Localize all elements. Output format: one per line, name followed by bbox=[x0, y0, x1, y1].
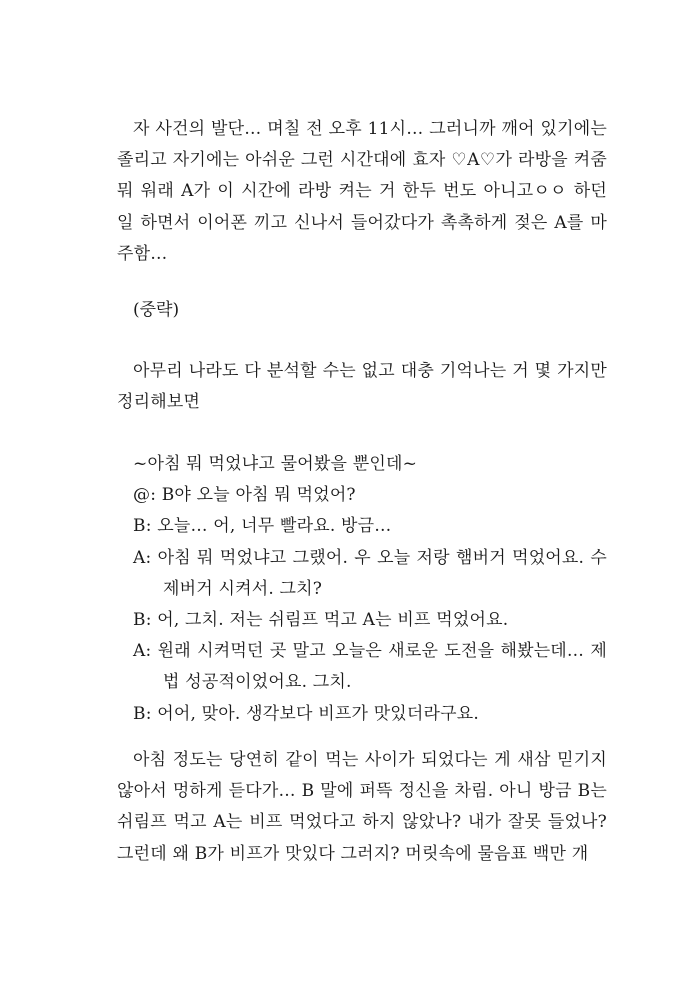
dialogue-line: B: 오늘… 어, 너무 빨라요. 방금… bbox=[133, 516, 392, 537]
dialogue-line: B: 어, 그치. 저는 쉬림프 먹고 A는 비프 먹었어요. bbox=[133, 610, 509, 631]
paragraph-intro: 자 사건의 발단… 며칠 전 오후 11시… 그러니까 깨어 있기에는 졸리고 자기에는 아쉬운 그런 시간대에 효자 ♡A♡가 라방을 켜줌 뭐 워래 A가 이 시간에 라방 켜는 거 한두 번도 아니고ㅇㅇ 하던 일 하면서 이어폰 끼고 신나서 들어갔다가 촉촉하게 젖은 A를 마주함… bbox=[117, 119, 607, 264]
dialogue-line: @: B야 오늘 아침 뭐 먹었어? bbox=[133, 485, 356, 506]
dialogue-line: B: 어어, 맞아. 생각보다 비프가 맛있더라구요. bbox=[133, 703, 480, 724]
dialogue-line: A: 원래 시켜먹던 곳 말고 오늘은 새로운 도전을 해봤는데… 제법 성공적이었어요. 그치. bbox=[133, 641, 607, 693]
paragraph-reaction: 아침 정도는 당연히 같이 먹는 사이가 되었다는 게 새삼 믿기지 않아서 멍하게 듣다가… B 말에 퍼뜩 정신을 차림. 아니 방금 B는 쉬림프 먹고 A는 비프 먹었다고 하지 않았나? 내가 잘못 들었나? 그런데 왜 B가 비프가 맛있다 그러지? 머릿속에 물음표 백만 개 bbox=[117, 750, 607, 864]
dialogue-title: ~아침 뭐 먹었냐고 물어봤을 뿐인데~ bbox=[133, 454, 418, 474]
paragraph-summary-intro: 아무리 나라도 다 분석할 수는 없고 대충 기억나는 거 몇 가지만 정리해보면 bbox=[117, 361, 607, 413]
omission-note: (중략) bbox=[133, 300, 180, 320]
dialogue-list bbox=[133, 449, 607, 730]
dialogue-line: A: 아침 뭐 먹었냐고 그랬어. 우 오늘 저랑 햄버거 먹었어요. 수제버거 시켜서. 그치? bbox=[133, 547, 607, 599]
